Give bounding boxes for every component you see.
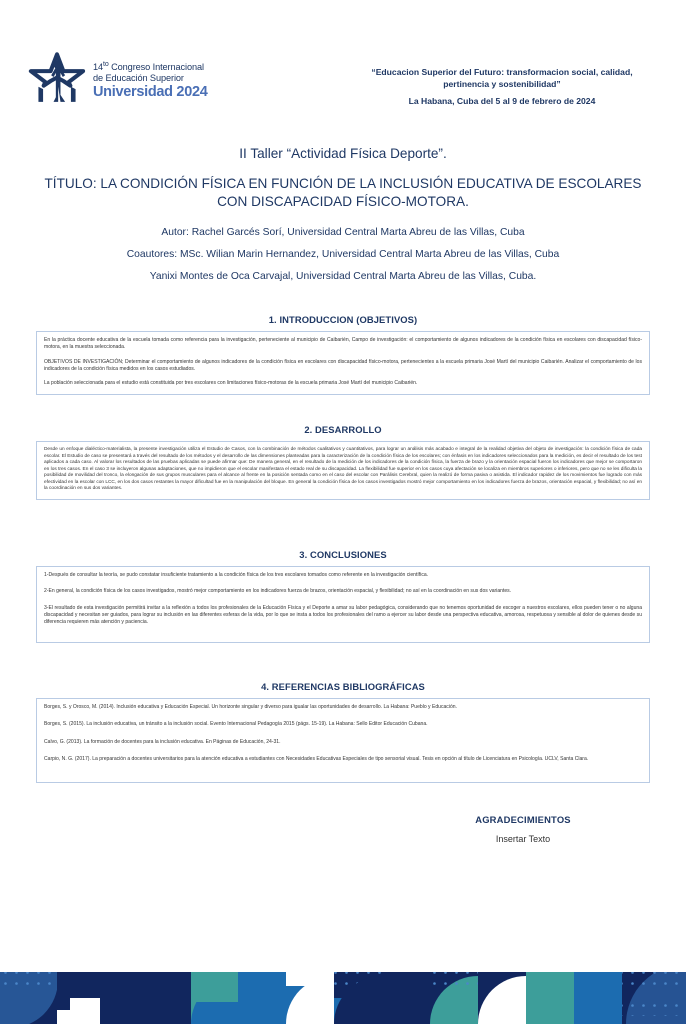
introduction-panel xyxy=(36,331,650,395)
brand-text-block xyxy=(93,61,208,101)
congress-place-date: La Habana, Cuba del 5 al 9 de febrero de 2024 xyxy=(408,96,596,107)
brand-event-name: Universidad 2024 xyxy=(93,84,208,101)
references-panel xyxy=(36,698,650,783)
section-heading-development: 2. DESARROLLO xyxy=(304,424,382,435)
section-development xyxy=(36,424,650,500)
poster-title-block xyxy=(36,146,650,211)
acknowledgements-block xyxy=(408,814,638,844)
introduction-paragraph: En la práctica docente educativa de la escuela tomada como referencia para la investigación, perteneciente al municipio de Caibarién, Campo de investigación: el comportamiento de algunos indicadores de la condición física en escolares con discapacidad físico-motora, en la muestra seleccionada. xyxy=(44,337,642,351)
brand-congress-number: $14^{to}$ Congreso Internacional xyxy=(93,60,204,72)
development-panel xyxy=(36,441,650,500)
star-figure-logo-icon xyxy=(28,52,86,110)
reference-item: Borges, S. (2015). La inclusión educativa, un tránsito a la inclusión social. Evento Internacional Pedagogía 2015 (págs. 15-19). La Habana: Sello Editor Educación Cubana. xyxy=(44,721,428,728)
decorative-footer-band xyxy=(0,934,686,1024)
brand-congress-subtitle: de Educación Superior xyxy=(93,72,184,83)
reference-item: Carpio, N. G. (2017). La preparación a docentes universitarios para la atención educativa a estudiantes con Necesidades Educativas Especiales de tipo sensorial visual. Tesis en opción al título de Licenciatura en Psicología. UCLV, Santa Clara. xyxy=(44,755,589,762)
congress-slogan-block xyxy=(352,66,652,108)
author-block xyxy=(36,227,650,282)
conclusion-item: 2-En general, la condición física de los casos investigados, mostró mejor comportamiento en los indicadores fuerza de brazos, orientación espacial, y flexibilidad; no así en la coordinación en sus dos variantes. xyxy=(44,588,512,595)
author-line: Coautores: MSc. Wilian Marin Hernandez, Universidad Central Marta Abreu de las Villas, Cuba xyxy=(126,249,560,260)
workshop-title: II Taller “Actividad Física Deporte”. xyxy=(239,146,447,161)
reference-item: Calvo, G. (2013). La formación de docentes para la inclusión educativa. En Páginas de Educación, 24-31. xyxy=(44,738,281,745)
author-line: Yanixi Montes de Oca Carvajal, Universidad Central Marta Abreu de las Villas, Cuba. xyxy=(149,271,537,282)
acknowledgements-body: Insertar Texto xyxy=(495,834,551,844)
page-title: TÍTULO: LA CONDICIÓN FÍSICA EN FUNCIÓN DE LA INCLUSIÓN EDUCATIVA DE ESCOLARES CON DISCAPACIDAD FÍSICO-MOTORA. xyxy=(44,176,642,209)
congress-slogan: “Educacion Superior del Futuro: transformacion social, calidad, pertinencia y sostenibilidad” xyxy=(371,67,633,90)
author-line: Autor: Rachel Garcés Sorí, Universidad Central Marta Abreu de las Villas, Cuba xyxy=(161,227,525,238)
congress-branding xyxy=(28,52,208,110)
introduction-paragraph: La población seleccionada para el estudio está constituida por tres escolares con limitaciones físico-motoras de la escuela primaria José Martí del municipio Caibarién. xyxy=(44,380,418,387)
section-references xyxy=(36,681,650,783)
development-paragraph: Desde un enfoque dialéctico-materialista, la presente investigación utiliza el Estudio de Casos, con la combinación de métodos cualitativos y cuantitativos, para lograr un análisis más acabado e integral de la realidad objetiva del objeto de investigación: la condición física de cada escolar. El Estudio de caso se presentará a través del resultado de los métodos y el desarrollo de las dimensiones planteadas para la caracterización de la condición física de los escolares; con énfasis en los indicadores seleccionados para la medición, es decir el resultado de los test aplicados a cada caso. Al valorar los resultados de las pruebas aplicadas se puede afirmar que: De manera general, en el resultado de la medición de los indicadores de la condición física, la fuerza de brazo y la orientación espacial fueron los indicadores que mejor se comportaron en los tres casos. En el caso 3 se incluyeron algunas adaptaciones, que no impidieron que el escolar manifestara el estado real de su discapacidad. La flexibilidad fue superior en los casos cuya afectación se localiza en miembros superiores o inferiores, pero que no se les dificulta la posibilidad de movilidad del tronco, la elongación de sus grupos musculares para el alcance al frente en la posición sentada como en el caso del escolar con Parálisis Cerebral, quien la realizó de forma pasiva o asistida. El indicador rapidez de los movimientos fue logrado con más efectividad en la escolar con LCC, en los dos casos restantes la mayor dificultad fue en la manipulación del bloque. En general la condición física de los casos investigados mostró mejor comportamiento en los indicadores fuerza de brazos, orientación espacial, y flexibilidad; no así en la coordinación en sus dos variantes. xyxy=(44,447,642,492)
section-introduction xyxy=(36,314,650,395)
section-heading-references: 4. REFERENCIAS BIBLIOGRÁFICAS xyxy=(261,681,425,692)
section-heading-introduction: 1. INTRODUCCION (OBJETIVOS) xyxy=(268,314,418,325)
poster-header xyxy=(0,52,686,120)
conclusion-item: 3-El resultado de esta investigación permitirá invitar a la reflexión a todos los profesionales de la Educación Física y el Deporte a amar su labor pedagógica, considerando que no tenemos oportunidad de escoger a nuestros escolares, ellos pueden tener o no alguna discapacidad y necesitan ser guiados, para lograr su inclusión en las diferentes esferas de la vida, por lo que se insta a todos los profesionales del ramo a ejercer su labor desde una perspectiva educativa, amorosa, respetuosa y sensible al dolor de quienes desde su diferencia requieren más atención y paciencia. xyxy=(44,604,642,626)
section-conclusions xyxy=(36,549,650,643)
acknowledgements-title: AGRADECIMIENTOS xyxy=(475,814,571,825)
conclusion-item: 1-Después de consultar la teoría, se pudo constatar insuficiente tratamiento a la condición física de los tres escolares tomados como referente en la investigación científica. xyxy=(44,572,429,578)
introduction-paragraph: OBJETIVOS DE INVESTIGACIÓN; Determinar el comportamiento de algunos indicadores de la condición física en escolares con discapacidad físico-motora, pertenecientes a la escuela primaria José Martí del municipio Caibarién. Analizar el comportamiento de los indicadores de la condición física medidos en los casos estudiados. xyxy=(44,358,642,372)
reference-item: Borges, S. y Orosco, M. (2014). Inclusión educativa y Educación Especial. Un horizonte singular y diverso para igualar las oportunidades de desarrollo. La Habana: Pueblo y Educación. xyxy=(44,704,457,710)
conclusions-panel xyxy=(36,566,650,643)
section-heading-conclusions: 3. CONCLUSIONES xyxy=(299,549,387,560)
